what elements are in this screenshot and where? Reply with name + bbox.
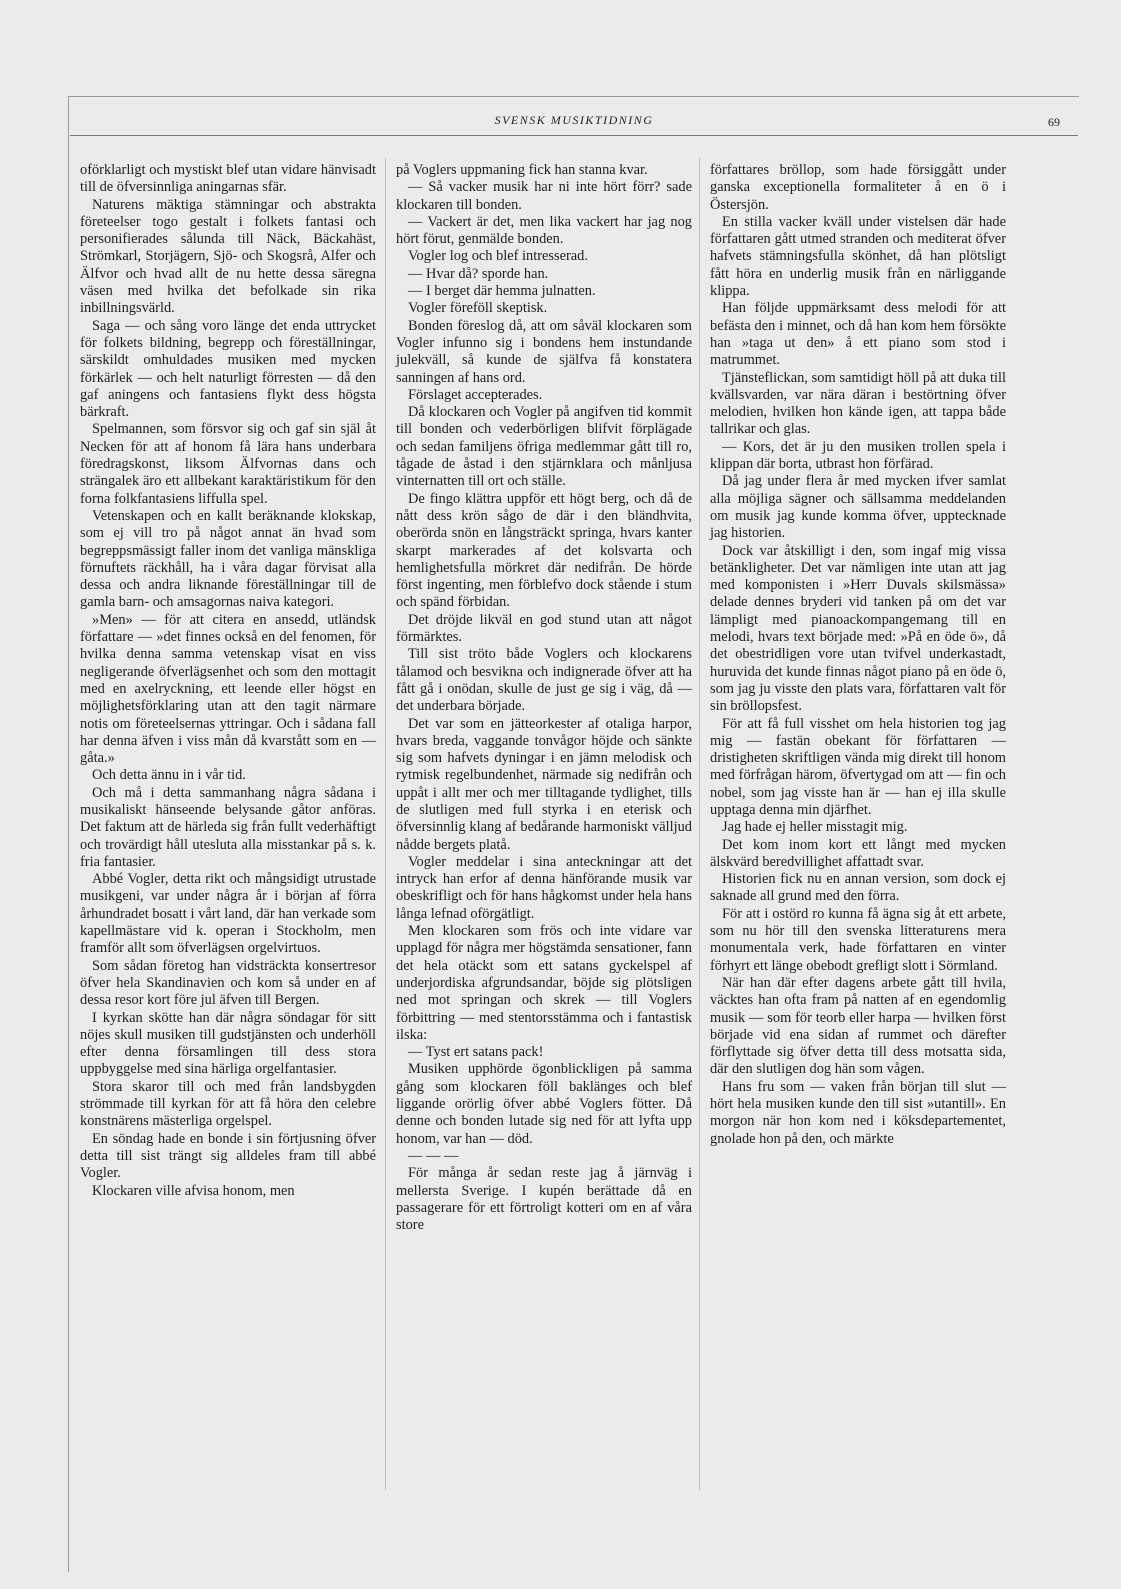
paragraph: Det var som en jätteorkester af otaliga harpor, hvars breda, vaggande tonvågor höjde och sänkte sig som hafvets dyningar i en jämn melodisk och rytmisk regelbundenhet, närmade sig nedifrån och uppåt i allt mer och mer tilltagande tydlighet, tills de slutligen med full styrka i en eterisk och öfversinnlig klang af bedårande harmoniskt välljud nådde bergets platå. — [396, 715, 692, 853]
paragraph: Vetenskapen och en kallt beräknande klokskap, som ej vill tro på något annat än hvad som begreppsmässigt faller inom det vanliga mänskliga förnuftets räckhåll, ha i våra dagar förvisat alla dessa och andra liknande föreställningar till de gamla barn- och amsagornas naiva kategori. — [80, 507, 376, 611]
paragraph: Hans fru som — vaken från början till slut — hört hela musiken kunde den till sist »utantill». En morgon när hon kom ned i köksdepartementet, gnolade hon på den, och märkte — [710, 1078, 1006, 1147]
paragraph: »Men» — för att citera en ansedd, utländsk författare — »det finnes också en del fenomen, för hvilka denna samma vetenskap visat en viss negligerande öfverlägsenhet och som den mottagit med en axelryckning, ett leende eller högst en möjlighetsförklaring utan att den tagit närmare notis om företeelsernas yttringar. Och i sådana fall har denna äfven i viss mån då kvarstått som en — gåta.» — [80, 611, 376, 767]
paragraph: Det kom inom kort ett långt med mycken älskvärd beredvillighet affattadt svar. — [710, 836, 1006, 870]
paragraph: Som sådan företog han vidsträckta konsertresor öfver hela Skandinavien och kom så under en af dessa resor kort före jul äfven till Bergen. — [80, 957, 376, 1009]
paragraph: Och detta ännu in i vår tid. — [92, 767, 246, 784]
paragraph: — I berget där hemma julnatten. — [408, 283, 596, 300]
paragraph: De fingo klättra uppför ett högt berg, och då de nått dess krön sågo de där i den bländhvita, oberörda snön en långsträckt springa, hvars kanter skarpt markerades af det kolsvarta och hemlighetsfulla mörkret där nedifrån. De hörde först ingenting, men förblefvo dock stående i stum och spänd förbidan. — [396, 490, 692, 611]
paragraph: — Så vacker musik har ni inte hört förr? sade klockaren till bonden. — [396, 179, 692, 213]
paragraph: Klockaren ville afvisa honom, men — [92, 1182, 295, 1199]
paragraph: — Kors, det är ju den musiken trollen spela i klippan där borta, utbrast hon förfärad. — [710, 438, 1006, 473]
paragraph: När han där efter dagens arbete gått till hvila, väcktes han ofta fram på natten af en egendomlig musik — som för teorb eller harpa — hvilken först började vid ena sidan af rummet och därefter förflyttade sig öfver detta till dess motsatta sida, där den slutligen dog hän som vågen. — [710, 974, 1006, 1078]
paragraph: Historien fick nu en annan version, som dock ej saknade all grund med den förra. — [710, 871, 1006, 905]
paragraph: I kyrkan skötte han där några söndagar för sitt nöjes skull musiken till gudstjänsten och underhöll efter denna församlingen till dess stora uppbyggelse med sina härliga orgelfantasier. — [80, 1009, 376, 1078]
paragraph: Vogler meddelar i sina anteckningar att det intryck han erfor af denna hänförande musik var obeskrifligt och för hans hågkomst under hela hans långa lefnad oförgätligt. — [396, 853, 692, 922]
paragraph: Abbé Vogler, detta rikt och mångsidigt utrustade musikgeni, var under några år i början af förra århundradet bosatt i vårt land, där han verkade som kapellmästare vid k. operan i Stockholm, men framför allt som öfverlägsen orgelvirtuos. — [80, 871, 376, 957]
paragraph: Till sist tröto både Voglers och klockarens tålamod och besvikna och indignerade öfver att ha fått gå i onödan, skulle de just ge sig i väg, då — det underbara började. — [396, 646, 692, 715]
paragraph: Spelmannen, som försvor sig och gaf sin själ åt Necken för att af honom få lära hans underbara föredragskonst, liksom Älfvornas dans och strängalek äro ett allbekant karaktäristikum för den forna folkfantasiens liffulla spel. — [80, 421, 376, 507]
paragraph: Men klockaren som frös och inte vidare var upplagd för några mer högstämda sensationer, fann det hela otäckt som ett satans gyckelspel af underjordiska afgrundsandar, böjde sig plötsligen ned mot springan och skrek — till Voglers förbittring — med stentorsstämma och i fantastisk ilska: — [396, 923, 692, 1043]
paragraph: Då klockaren och Vogler på angifven tid kommit till bonden och vederbörligen blifvit förplägade och sedan familjens öfriga medlemmar gått till ro, tågade de åstad i den stjärnklara och månljusa vinternatten till ort och ställe. — [396, 404, 692, 490]
paragraph: Vogler log och blef intresserad. — [408, 248, 588, 265]
paragraph: Och må i detta sammanhang några sådana i musikaliskt hänseende belysande gåtor anföras. Det faktum att de härleda sig från fullt vederhäftigt och trovärdigt håll utesluta alla misstankar på s. k. fria fantasier. — [80, 784, 376, 870]
paragraph: En stilla vacker kväll under vistelsen där hade författaren gått utmed stranden och mediterat öfver hafvets stämningsfulla skönhet, då han plötsligt fått höra en underlig musik från en närliggande klippa. — [710, 213, 1006, 300]
paragraph: Dock var åtskilligt i den, som ingaf mig vissa betänkligheter. Det var nämligen inte utan att jag med komponisten i »Herr Duvals skilsmässa» delade dennes bryderi vid tanken på om det var lämpligt med pianoackompangemang till en melodi, hvars text började med: »På en öde ö», då det obestridligen vore utan tvifvel underkastadt, huruvida det kunde finnas något piano på en öde ö, som jag ju visste den plats vara, författaren valt för sin bröllopsfest. — [710, 542, 1006, 715]
paragraph: Jag hade ej heller misstagit mig. — [722, 819, 908, 836]
paragraph: För att få full visshet om hela historien tog jag mig — fastän obekant för författaren — dristigheten skriftligen vända mig direkt till honom med förfrågan härom, öfvertygad om att — fin och nobel, som jag visste han är — han ej illa skulle upptaga denna min djärfhet. — [710, 715, 1006, 818]
text-column-1 — [80, 162, 376, 1200]
paragraph: Då jag under flera år med mycken ifver samlat alla möjliga sägner och sällsamma meddelanden om musik jag kunde komma öfver, upptecknade jag historien. — [710, 473, 1006, 542]
paragraph: Tjänsteflickan, som samtidigt höll på att duka till kvällsvarden, var nära däran i bestörtning öfver melodien, hvilken hon kände igen, att tappa både tallrikar och glas. — [710, 369, 1006, 438]
paragraph: — Vackert är det, men lika vackert har jag nog hört förut, genmälde bonden. — [396, 213, 692, 248]
paragraph: Saga — och sång voro länge det enda uttrycket för folkets bildning, begrepp och föreställningar, särskildt omhuldades musiken med mycken förkärlek — och helt naturligt förresten — då den gaf aningens och fantasiens flykt dess högsta bärkraft. — [80, 317, 376, 421]
paragraph: — Hvar då? sporde han. — [408, 265, 549, 282]
paragraph: Musiken upphörde ögonblickligen på samma gång som klockaren föll baklänges och blef liggande orörlig öfver abbé Voglers fötter. Då denne och bonden lutade sig ned för att lyfta upp honom, var han — död. — [396, 1061, 692, 1147]
paragraph: — — — — [408, 1147, 459, 1164]
paragraph: författares bröllop, som hade försiggått under ganska exceptionella formaliteter å en ö i Östersjön. — [710, 162, 1006, 213]
page-header — [70, 113, 1078, 136]
page-number: 69 — [1048, 115, 1060, 129]
paragraph: En söndag hade en bonde i sin förtjusning öfver detta till sist trängt sig alldeles fram till abbé Vogler. — [80, 1130, 376, 1182]
text-column-3 — [710, 162, 1006, 1148]
paragraph: Förslaget accepterades. — [408, 386, 543, 403]
paragraph: Stora skaror till och med från landsbygden strömmade till kyrkan för att få höra den celebre konstnärens mästerliga orgelspel. — [80, 1078, 376, 1130]
paragraph: För att i ostörd ro kunna få ägna sig åt ett arbete, som nu hör till den svenska litteraturens mera monumentala verk, hade författaren en vinter förhyrt ett länge obebodt grefligt slott i Sörmland. — [710, 905, 1006, 974]
paragraph: oförklarligt och mystiskt blef utan vidare hänvisadt till de öfversinnliga aningarnas sfär. — [80, 162, 376, 196]
paragraph: Det dröjde likväl en god stund utan att något förmärktes. — [396, 611, 692, 646]
column-divider — [699, 158, 700, 1490]
text-column-2 — [396, 162, 692, 1234]
paragraph: på Voglers uppmaning fick han stanna kvar. — [396, 162, 648, 178]
paragraph: Naturens mäktiga stämningar och abstrakta företeelser togo gestalt i folkets fantasi och personifierades sålunda till Näck, Bäckahäst, Strömkarl, Storjägern, Sjö- och Skogsrå, Alfer och Älfvor och hvad allt de nu hette dessa säregna väsen med hvilka det befolkade sin rika inbillningsvärld. — [80, 196, 376, 317]
paragraph: Bonden föreslog då, att om såväl klockaren som Vogler infunno sig i bondens hem instundande julekväll, så kunde de själfva få konstatera sanningen af hans ord. — [396, 317, 692, 386]
paragraph: — Tyst ert satans pack! — [408, 1044, 544, 1061]
masthead-title: SVENSK MUSIKTIDNING — [494, 113, 654, 127]
column-divider — [385, 158, 386, 1490]
paragraph: För många år sedan reste jag å järnväg i mellersta Sverige. I kupén berättade då en passagerare för ett förtroligt kotteri om en af våra store — [396, 1165, 692, 1234]
paragraph: Vogler föreföll skeptisk. — [408, 300, 548, 317]
paragraph: Han följde uppmärksamt dess melodi för att befästa den i minnet, och då han kom hem försökte han »taga ut den» å ett piano som stod i matrummet. — [710, 300, 1006, 369]
